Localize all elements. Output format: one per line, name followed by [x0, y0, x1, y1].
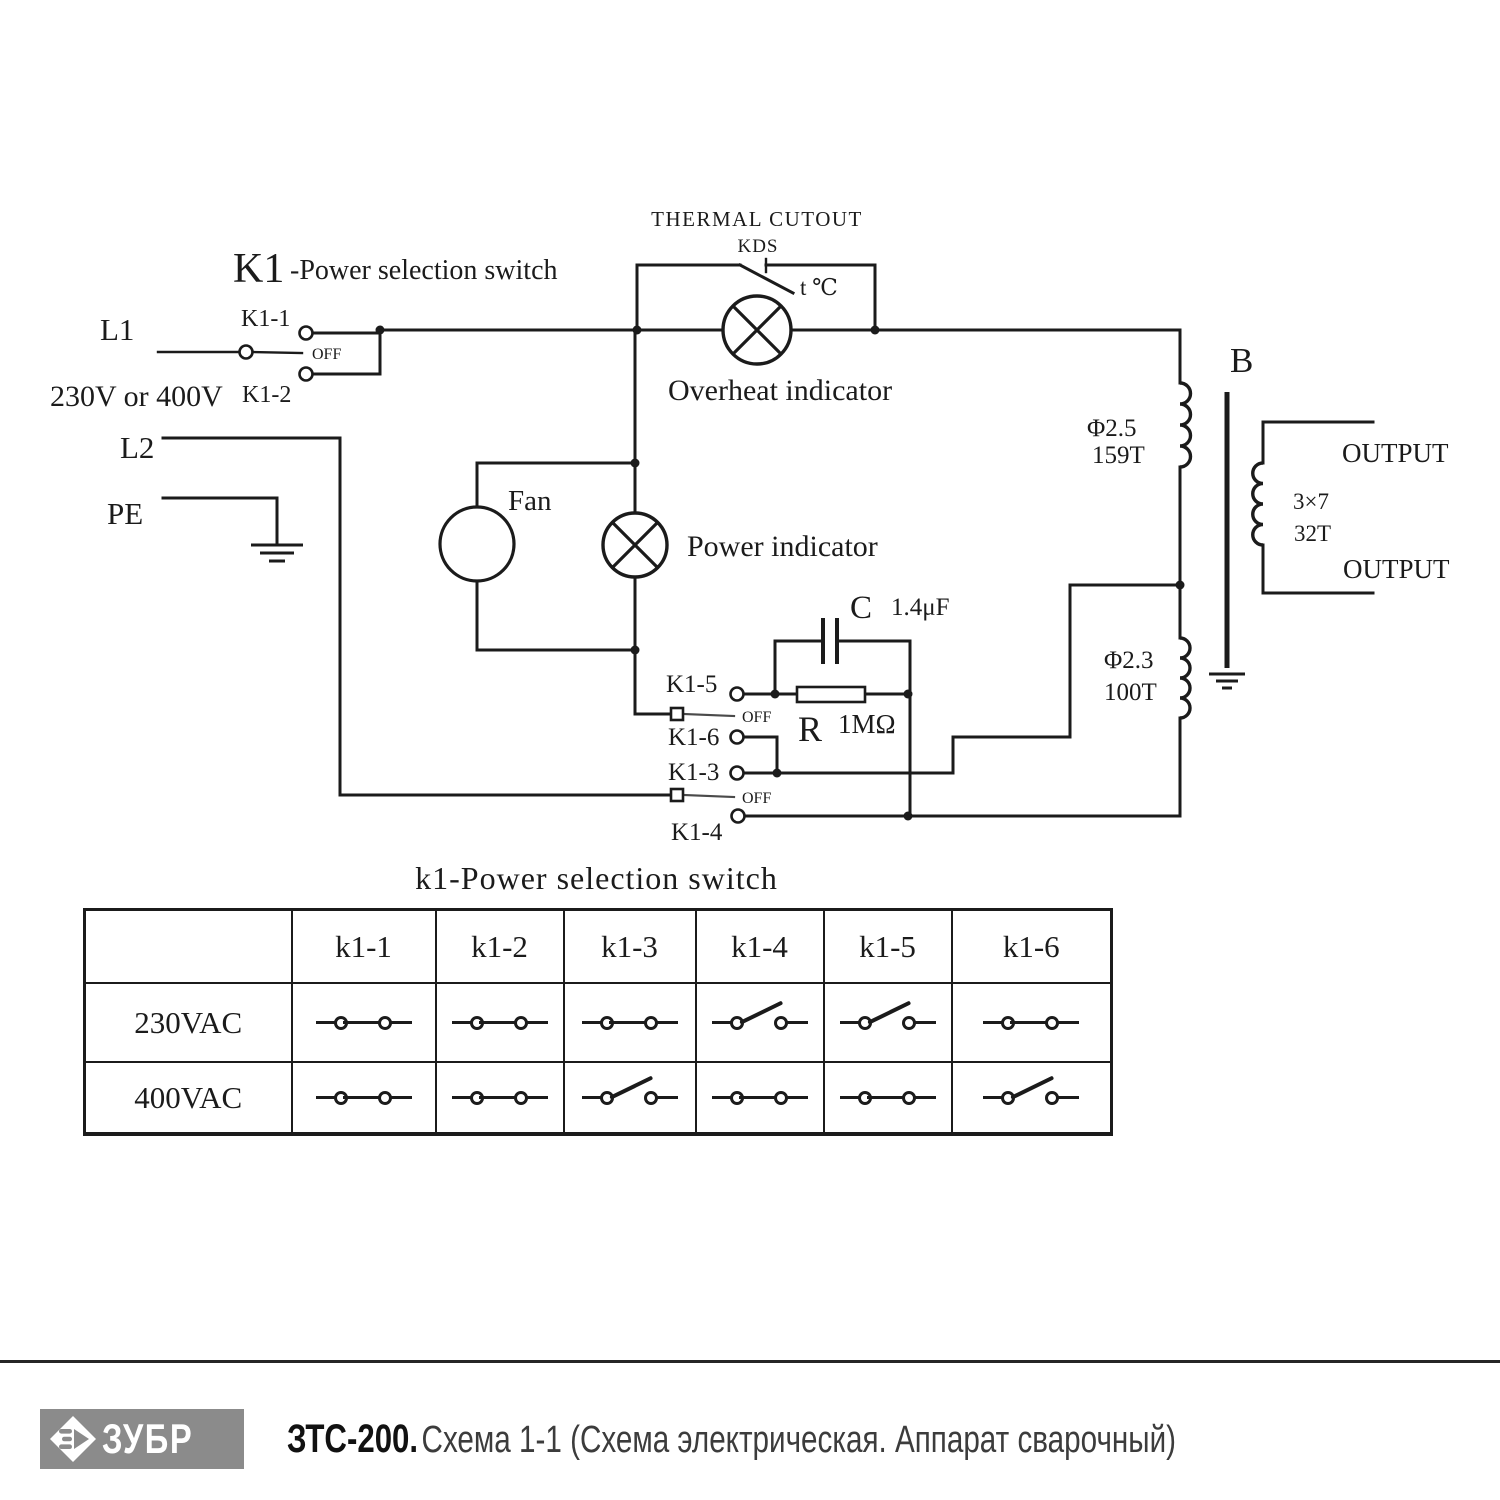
cell-400-k1-1	[292, 1062, 436, 1134]
overheat-indicator-lamp-icon	[723, 296, 791, 364]
power-indicator-label: Power indicator	[687, 530, 878, 563]
capacitor-value: 1.4μF	[891, 594, 950, 621]
cell-230-k1-1	[292, 983, 436, 1062]
cell-230-k1-3	[564, 983, 696, 1062]
off-label-1: OFF	[742, 709, 772, 726]
pe-ground-icon	[251, 545, 303, 561]
footer-caption	[287, 1417, 1176, 1462]
cell-400-k1-4	[696, 1062, 824, 1134]
cell-400-k1-5	[824, 1062, 952, 1134]
k1-4-label: K1-4	[671, 819, 723, 846]
voltage-label: 230V or 400V	[50, 380, 223, 413]
core-ground-icon	[1209, 674, 1245, 688]
primary-winding-coil	[1180, 383, 1191, 467]
col-header-k1-2: k1-2	[436, 910, 564, 984]
overheat-indicator-label: Overheat indicator	[668, 374, 893, 407]
cell-400-k1-6	[952, 1062, 1112, 1134]
switch-symbol	[840, 1001, 936, 1045]
switch-symbol	[712, 1076, 808, 1120]
row-label-230vac: 230VAC	[85, 983, 292, 1062]
corner-cell	[85, 910, 292, 984]
switch-symbol	[316, 1001, 412, 1045]
secondary-wire-label: 3×7	[1293, 489, 1329, 514]
row-label-400vac: 400VAC	[85, 1062, 292, 1134]
footer-divider	[0, 1360, 1500, 1363]
zubr-logo-icon	[48, 1414, 98, 1464]
switch-symbol	[983, 1001, 1079, 1045]
cell-230-k1-4	[696, 983, 824, 1062]
switch-symbol	[452, 1076, 548, 1120]
cell-400-k1-2	[436, 1062, 564, 1134]
power-indicator-lamp-icon	[603, 513, 667, 577]
transformer-label: B	[1230, 341, 1254, 380]
switch-symbol	[582, 1076, 678, 1120]
off-label-2: OFF	[742, 790, 772, 807]
l2-label: L2	[120, 430, 155, 465]
fan-label: Fan	[508, 485, 552, 517]
l1-label: L1	[100, 312, 135, 347]
kds-label: KDS	[737, 236, 779, 257]
thermal-temp-label: t ℃	[800, 275, 838, 300]
k1-1-label: K1-1	[241, 306, 291, 332]
col-header-k1-6: k1-6	[952, 910, 1112, 984]
switch-symbol	[452, 1001, 548, 1045]
switch-symbol	[712, 1001, 808, 1045]
capacitor-name: C	[850, 590, 873, 626]
primary-wire-label: Φ2.5	[1087, 415, 1137, 442]
primary-turns-label: 159T	[1092, 442, 1145, 469]
k1-6-label: K1-6	[668, 724, 720, 751]
power-selection-table	[83, 908, 1113, 1136]
aux-turns-label: 100T	[1104, 679, 1157, 706]
footer-model: ЗТС-200.	[287, 1417, 419, 1461]
cell-230-k1-5	[824, 983, 952, 1062]
k1-heading-suffix: -Power selection switch	[290, 255, 558, 286]
table-title: k1-Power selection switch	[415, 860, 778, 896]
off-label-main: OFF	[312, 346, 342, 363]
k1-5-label: K1-5	[666, 671, 718, 698]
aux-wire-label: Φ2.3	[1104, 647, 1154, 674]
col-header-k1-5: k1-5	[824, 910, 952, 984]
output-bottom-label: OUTPUT	[1343, 554, 1450, 584]
k1-3-label: K1-3	[668, 759, 720, 786]
table-header-row	[85, 910, 1112, 984]
fan-icon	[440, 507, 514, 581]
col-header-k1-4: k1-4	[696, 910, 824, 984]
cell-230-k1-2	[436, 983, 564, 1062]
zubr-logo-text: ЗУБР	[102, 1415, 194, 1462]
switch-symbol	[840, 1076, 936, 1120]
aux-winding-coil	[1180, 638, 1190, 718]
k1-heading: K1	[233, 246, 285, 292]
thermal-cutout-label: THERMAL CUTOUT	[651, 207, 863, 231]
col-header-k1-1: k1-1	[292, 910, 436, 984]
resistor-name: R	[798, 709, 823, 749]
table-row-230vac	[85, 983, 1112, 1062]
k1-2-label: K1-2	[242, 382, 292, 408]
table-row-400vac	[85, 1062, 1112, 1134]
zubr-logo	[40, 1409, 244, 1469]
switch-symbol	[582, 1001, 678, 1045]
secondary-turns-label: 32T	[1294, 521, 1332, 546]
secondary-winding-coil	[1253, 463, 1263, 545]
col-header-k1-3: k1-3	[564, 910, 696, 984]
resistor-value: 1MΩ	[838, 709, 896, 739]
cell-400-k1-3	[564, 1062, 696, 1134]
switch-symbol	[983, 1076, 1079, 1120]
pe-label: PE	[107, 496, 144, 531]
footer-description: Схема 1-1 (Схема электрическая. Аппарат сварочный)	[421, 1419, 1177, 1461]
output-top-label: OUTPUT	[1342, 438, 1449, 468]
switch-symbol	[316, 1076, 412, 1120]
cell-230-k1-6	[952, 983, 1112, 1062]
